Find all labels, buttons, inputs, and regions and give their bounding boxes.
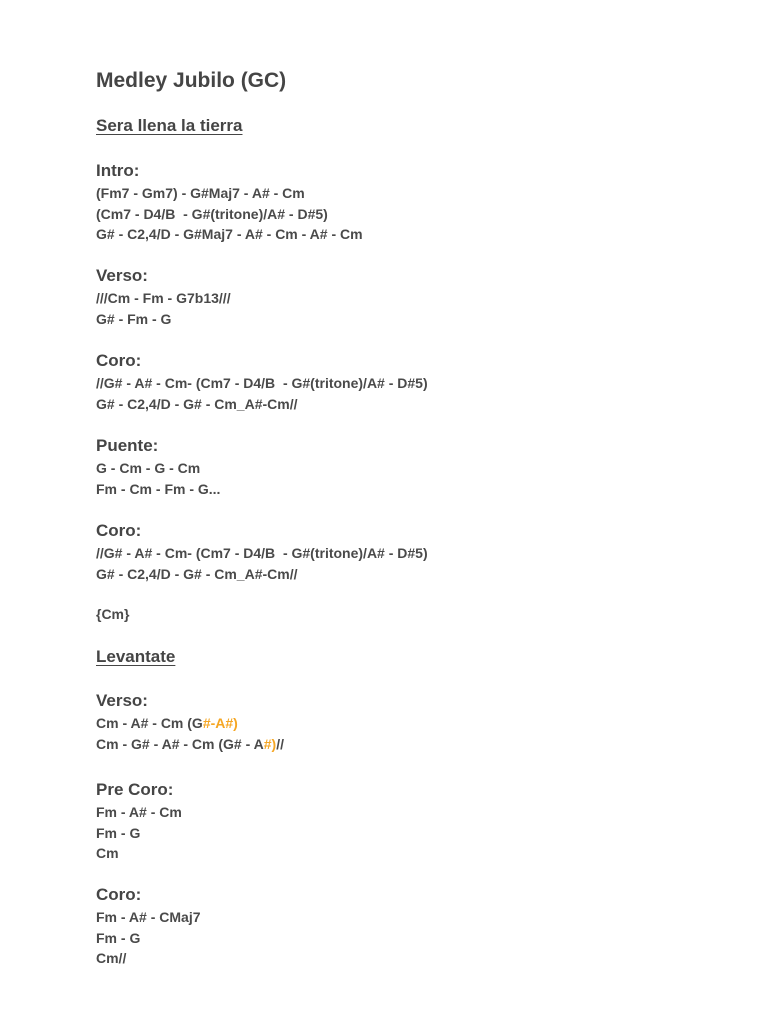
chord-line: G# - C2,4/D - G#Maj7 - A# - Cm - A# - Cm <box>96 226 363 242</box>
section-closing <box>96 604 129 625</box>
section-coro <box>96 350 428 414</box>
section-verso <box>96 690 284 754</box>
song-title-sera-llena-la-tierra: Sera llena la tierra <box>96 116 243 135</box>
song-title-levantate: Levantate <box>96 647 176 666</box>
section-pre-coro <box>96 779 182 864</box>
chord-line: Fm - A# - Cm <box>96 804 182 820</box>
highlighted-chord-text: #-A#) <box>202 715 238 731</box>
section-puente <box>96 435 220 499</box>
chord-line: Fm - Cm - Fm - G... <box>96 480 221 497</box>
chord-line: {Cm} <box>96 606 130 622</box>
chord-line: ///Cm - Fm - G7b13/// <box>96 290 231 306</box>
chord-line: Fm - G <box>96 824 141 841</box>
chord-line: (Cm7 - D4/B - G#(tritone)/A# - D#5) <box>96 205 328 222</box>
highlighted-chord-text: #) <box>263 735 277 752</box>
section-label: Verso: <box>96 266 148 285</box>
chord-line: Fm - A# - CMaj7 <box>96 909 201 925</box>
chord-text: Cm - A# - Cm (G <box>96 715 203 731</box>
section-label: Coro: <box>96 885 142 904</box>
chord-line: //G# - A# - Cm- (Cm7 - D4/B - G#(tritone)/A# - D#5) <box>96 545 428 561</box>
chord-text: // <box>276 735 284 752</box>
chord-text: Cm - G# - A# - Cm (G# - A <box>96 735 264 752</box>
section-label: Puente: <box>96 436 159 455</box>
chord-line: G# - C2,4/D - G# - Cm_A#-Cm// <box>96 395 298 412</box>
chord-line: G - Cm - G - Cm <box>96 460 201 476</box>
chord-line: (Fm7 - Gm7) - G#Maj7 - A# - Cm <box>96 185 305 201</box>
section-label: Intro: <box>96 161 140 180</box>
section-verso <box>96 265 231 329</box>
section-coro <box>96 520 428 584</box>
section-intro <box>96 160 363 245</box>
section-label: Verso: <box>96 691 148 710</box>
section-coro <box>96 884 201 969</box>
chord-line: Cm <box>96 845 119 861</box>
chord-line <box>96 713 284 734</box>
section-label: Pre Coro: <box>96 780 174 799</box>
chord-line: G# - Fm - G <box>96 310 172 327</box>
chord-line: Cm// <box>96 950 127 966</box>
document-title: Medley Jubilo (GC) <box>96 69 287 92</box>
section-label: Coro: <box>96 351 142 370</box>
chord-line: //G# - A# - Cm- (Cm7 - D4/B - G#(tritone)/A# - D#5) <box>96 375 428 391</box>
chord-line: Fm - G <box>96 929 141 946</box>
chord-line: G# - C2,4/D - G# - Cm_A#-Cm// <box>96 565 298 582</box>
chord-line <box>96 734 284 755</box>
section-label: Coro: <box>96 521 142 540</box>
